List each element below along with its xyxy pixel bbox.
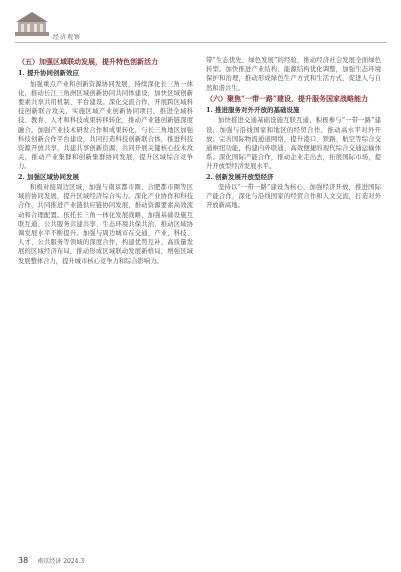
left-column: [18, 56, 193, 531]
subheading: 1. 推进服务对外开放的基础设施: [206, 105, 300, 114]
header-divider: [15, 42, 387, 43]
building-logo-icon: [15, 8, 49, 38]
section-tag: 经济观察: [53, 34, 82, 41]
page-footer: [18, 548, 384, 565]
paragraph: 坚持以“一带一路”建设为核心，加强经济开放，推进国际产能合作，深化与沿线国家的经贸合作和人文交流，打造对外开放新高地。: [206, 184, 381, 210]
section-heading: （六）聚焦“一带一路”建设，提升服务国家战略能力: [206, 93, 369, 103]
page-number: 38: [18, 556, 29, 565]
paragraph: 加强重点产业和创新资源协同发展，持续深化长三角一体化，推动长江三角洲区域创新协同共同体建设，加快区域创新要素共享共用机制、平台建设。深化交流合作，开展跨区域科技创新联合攻关，实施区域产业创新协同项目，推进全域科技、教育、人才和科技成果转移转化，推动产业链创新链深度融合。加强产业技术研发合作和成果转化，与长三角地区加强科技创新合作平台建设，共同打造科技创新联合体，推进科技资源开放共享，共建共享创新资源、共同开展关键核心技术攻关，推动产业集群和创新集群协同发展，提升区域综合竞争力。: [18, 80, 193, 171]
subheading: 1. 提升协同创新效应: [18, 69, 80, 77]
subheading: 2. 创新发展开放型经济: [206, 172, 274, 181]
right-column: [206, 56, 381, 531]
page-header: [15, 6, 387, 48]
section-heading: （五）加强区域联动发展，提升特色创新活力: [18, 57, 158, 66]
paragraph: 加快推进交通基础设施互联互通，积极参与“一带一路”建设，加强与沿线国家和地区的经贸合作，推动高水平对外开放。完善国际物流通道网络，提升港口、铁路、航空等综合交通枢纽功能，构建内外联通、高效便捷的现代综合交通运输体系。深化国际产能合作，推动企业走出去，拓展国际市场，提升开放型经济发展水平。: [206, 117, 381, 171]
paragraph: 带“生态优先、绿色发展”的经验，推动经济社会发展全面绿色转型。加快推进产业结构、能源结构优化调整，加强生态环境保护和治理，推动形成绿色生产方式和生活方式，促进人与自然和谐共生。: [206, 57, 381, 92]
journal-name: 南京经济 2024.3: [37, 558, 85, 565]
subheading: 2. 加强区域协同发展: [18, 172, 80, 181]
paragraph: 积极对接周边区域，加强与南京都市圈、合肥都市圈等区域的协同发展，提升区域经济综合实力。深化产业协作和科技合作，共同推进产业链供应链协同发展，推动资源要素高效流动和合理配置。依托长三角一体化发展战略，加强基础设施互联互通、公共服务共建共享、生态环境共保共治，推动区域协调发展水平不断提升。加强与周边城市在交通、产业、科技、人才、公共服务等领域的深度合作，构建优势互补、高质量发展的区域经济布局，推动形成区域联动发展新格局，增强区域发展整体合力，提升城市核心竞争力和综合影响力。: [18, 184, 193, 265]
